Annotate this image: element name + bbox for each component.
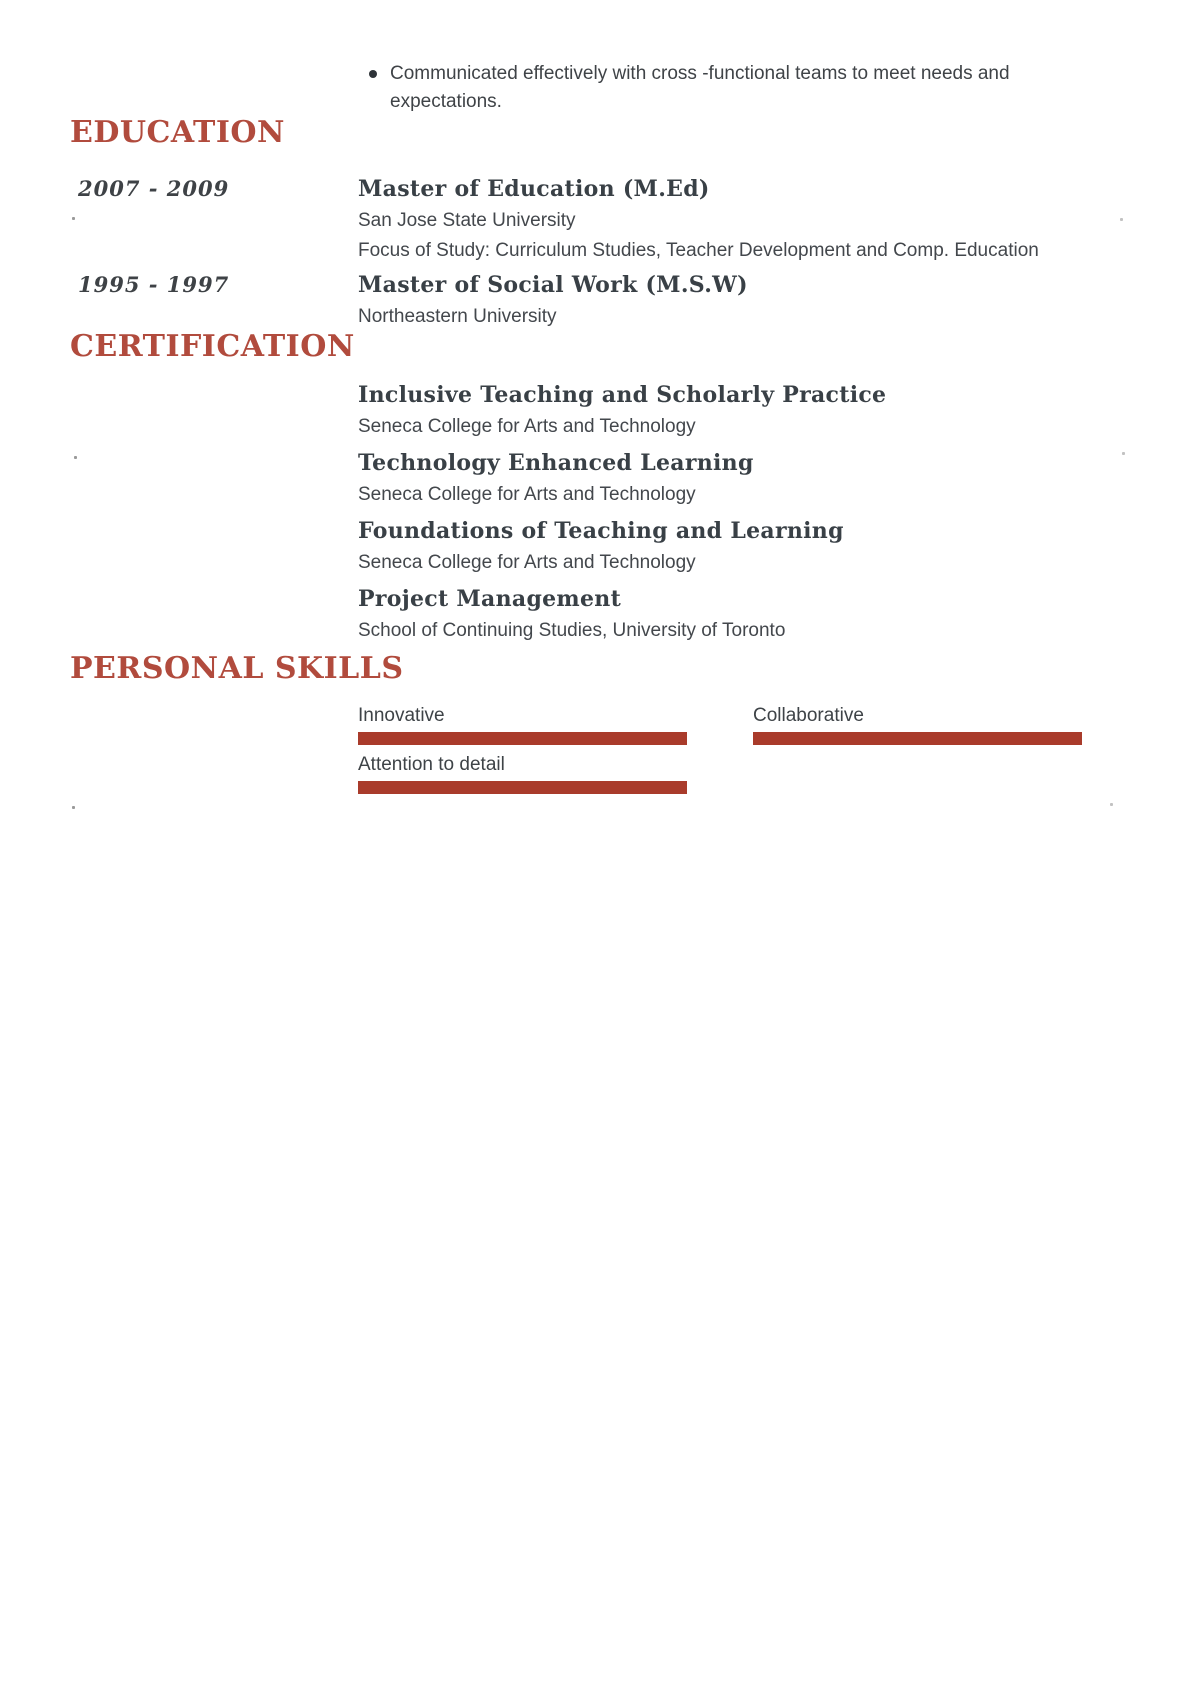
education-institution: Northeastern University (358, 306, 557, 327)
bullet-icon (369, 70, 377, 78)
texture-speck (72, 806, 75, 809)
education-heading: EDUCATION (70, 115, 285, 150)
certification-title: Foundations of Teaching and Learning (358, 518, 844, 544)
education-entry (70, 174, 1200, 264)
education-entry (70, 270, 1200, 330)
personal-skills-section (358, 704, 1082, 802)
experience-bullet (390, 60, 1050, 116)
certification-entry (358, 516, 1200, 576)
certification-heading: CERTIFICATION (70, 329, 355, 364)
certification-title: Project Management (358, 586, 622, 612)
skill-item (753, 704, 1082, 745)
certification-entry (358, 448, 1200, 508)
certification-org: Seneca College for Arts and Technology (358, 416, 696, 437)
education-dates: 1995 - 1997 (78, 272, 230, 297)
skill-label: Collaborative (753, 705, 864, 726)
certification-entry (358, 380, 1200, 440)
personal-skills-heading: PERSONAL SKILLS (70, 651, 404, 686)
education-section (0, 174, 1200, 330)
certification-title: Technology Enhanced Learning (358, 450, 754, 476)
texture-speck (1122, 452, 1125, 455)
skill-bar (753, 732, 1082, 745)
education-dates: 2007 - 2009 (78, 176, 230, 201)
skill-item (358, 704, 687, 745)
certification-org: Seneca College for Arts and Technology (358, 552, 696, 573)
education-focus: Focus of Study: Curriculum Studies, Teacher Development and Comp. Education (358, 240, 1039, 261)
skill-label: Innovative (358, 705, 445, 726)
texture-speck (1120, 218, 1123, 221)
texture-speck (1110, 803, 1113, 806)
certification-org: Seneca College for Arts and Technology (358, 484, 696, 505)
skill-item (358, 753, 687, 794)
experience-bullets (390, 0, 1050, 116)
experience-bullet-text: Communicated effectively with cross -functional teams to meet needs and expectations. (390, 63, 1010, 112)
certification-title: Inclusive Teaching and Scholarly Practice (358, 382, 887, 408)
education-institution: San Jose State University (358, 210, 576, 231)
degree-title: Master of Social Work (M.S.W) (358, 272, 748, 298)
skill-bar (358, 781, 687, 794)
skill-label: Attention to detail (358, 754, 505, 775)
certification-org: School of Continuing Studies, University of Toronto (358, 620, 786, 641)
texture-speck (74, 456, 77, 459)
degree-title: Master of Education (M.Ed) (358, 176, 710, 202)
certification-section (358, 380, 1200, 644)
skill-bar (358, 732, 687, 745)
certification-entry (358, 584, 1200, 644)
texture-speck (72, 217, 75, 220)
